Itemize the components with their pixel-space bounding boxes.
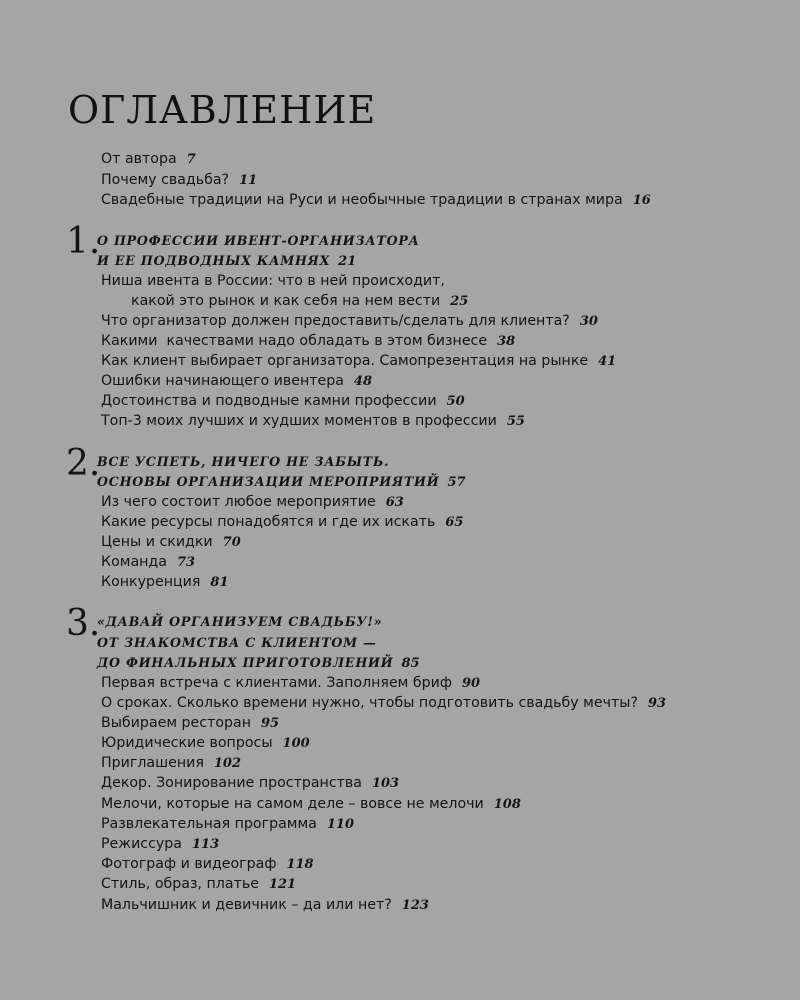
toc-entry[interactable] [101,351,616,372]
toc-entry[interactable] [101,170,257,191]
toc-entry-text: Ниша ивента в России: что в ней происходит, [101,273,445,289]
toc-entry[interactable] [101,673,480,694]
toc-page-number: 30 [579,314,598,329]
toc-page-number: 90 [462,676,481,691]
toc-entry[interactable] [101,311,598,332]
toc-page-number: 65 [445,515,464,530]
toc-entry-text: Почему свадьба? [101,172,230,188]
chapter-title-line[interactable] [97,653,420,674]
toc-entry-text: Ошибки начинающего ивентера [101,373,344,389]
toc-entry[interactable] [101,733,310,754]
chapter-title-text: ОСНОВЫ ОРГАНИЗАЦИИ МЕРОПРИЯТИЙ [97,474,440,489]
toc-entry[interactable] [101,572,229,593]
toc-entry-text: Как клиент выбирает организатора. Самопрезентация на рынке [101,353,589,369]
toc-entry-text: Юридические вопросы [101,735,273,751]
toc-page-number: 123 [401,898,429,913]
toc-page-number: 48 [353,374,373,389]
toc-entry-text: От автора [101,151,177,167]
chapter-title-line[interactable]: ВСЕ УСПЕТЬ, НИЧЕГО НЕ ЗАБЫТЬ. [97,454,390,469]
toc-entry[interactable] [101,854,314,875]
toc-entry[interactable] [101,512,463,533]
chapter-number: 2. [66,443,101,484]
toc-entry[interactable] [101,391,465,412]
chapter-title-text: И ЕЕ ПОДВОДНЫХ КАМНЯХ [97,253,331,268]
toc-page-number: 11 [239,173,258,188]
toc-entry-text: Мальчишник и девичник – да или нет? [101,897,392,913]
toc-entry[interactable] [101,411,525,432]
toc-entry[interactable] [101,331,515,352]
toc-entry[interactable] [101,492,404,513]
toc-entry-text: Из чего состоит любое мероприятие [101,494,376,510]
toc-entry-text: Что организатор должен предоставить/сделать для клиента? [101,313,570,329]
toc-entry-text: Приглашения [101,755,204,771]
toc-page-number: 113 [191,837,220,852]
toc-page-number: 73 [176,555,196,570]
chapter-page-number: 85 [401,656,420,671]
toc-page-number: 81 [210,575,229,590]
toc-page-number: 41 [598,354,617,369]
toc-page-number: 110 [326,817,355,832]
toc-entry[interactable] [131,291,468,312]
chapter-title-line[interactable] [97,472,466,493]
toc-entry-text: О сроках. Сколько времени нужно, чтобы подготовить свадьбу мечты? [101,695,638,711]
chapter-number: 3. [66,603,101,644]
chapter-page-number: 57 [447,475,466,490]
toc-entry-text: Выбираем ресторан [101,715,252,731]
toc-entry[interactable] [101,371,372,392]
chapter-title-line[interactable]: «ДАВАЙ ОРГАНИЗУЕМ СВАДЬБУ!» [97,614,383,629]
toc-page-number: 63 [385,495,404,510]
toc-entry[interactable] [101,794,521,815]
toc-entry[interactable] [101,271,445,291]
toc-entry[interactable] [101,552,195,573]
toc-page-number: 16 [632,193,651,208]
toc-entry-text: Какие ресурсы понадобятся и где их искать [101,514,436,530]
toc-entry-text: Фотограф и видеограф [101,856,277,872]
toc-page-number: 118 [286,857,314,872]
toc-entry[interactable] [101,834,219,855]
toc-page-number: 103 [371,776,400,791]
chapter-title-line[interactable]: ОТ ЗНАКОМСТВА С КЛИЕНТОМ — [97,635,377,650]
chapter-title-line[interactable]: О ПРОФЕССИИ ИВЕНТ-ОРГАНИЗАТОРА [97,233,420,248]
page-title: ОГЛАВЛЕНИЕ [68,88,377,132]
toc-entry-text: какой это рынок и как себя на нем вести [131,293,441,309]
toc-entry-text: Достоинства и подводные камни профессии [101,393,437,409]
chapter-page-number: 21 [338,254,357,269]
toc-entry[interactable] [101,753,241,774]
toc-entry-text: Стиль, образ, платье [101,876,259,892]
toc-page-number: 25 [450,294,469,309]
toc-entry-text: Первая встреча с клиентами. Заполняем бриф [101,675,452,691]
chapter-title-text: ДО ФИНАЛЬНЫХ ПРИГОТОВЛЕНИЙ [97,655,394,670]
chapter-number: 1. [66,221,101,262]
toc-entry[interactable] [101,693,666,714]
toc-page-number: 108 [493,797,521,812]
toc-entry[interactable] [101,773,399,794]
toc-page-number: 7 [186,152,196,167]
toc-entry[interactable] [101,874,296,895]
toc-entry-text: Цены и скидки [101,534,213,550]
toc-entry[interactable] [101,190,651,211]
toc-entry-text: Конкуренция [101,574,201,590]
toc-page-number: 100 [282,736,310,751]
toc-page-number: 50 [446,394,465,409]
toc-entry-text: Декор. Зонирование пространства [101,775,362,791]
toc-entry[interactable] [101,713,279,734]
chapter-title-line[interactable] [97,251,356,272]
toc-page-number: 121 [268,877,297,892]
toc-entry-text: Развлекательная программа [101,816,317,832]
toc-page-number: 102 [213,756,241,771]
toc-page-number: 70 [222,535,241,550]
toc-entry[interactable] [101,814,354,835]
toc-entry-text: Режиссура [101,836,182,852]
toc-entry-text: Свадебные традиции на Руси и необычные традиции в странах мира [101,192,623,208]
toc-entry[interactable] [101,895,429,916]
toc-entry-text: Топ-3 моих лучших и худших моментов в профессии [101,413,497,429]
toc-page-number: 95 [261,716,280,731]
toc-entry[interactable] [101,149,196,170]
toc-page-number: 93 [648,696,667,711]
toc-entry-text: Команда [101,554,167,570]
toc-entry-text: Какими качествами надо обладать в этом бизнесе [101,333,488,349]
toc-page-number: 38 [497,334,516,349]
toc-entry-text: Мелочи, которые на самом деле – вовсе не мелочи [101,796,484,812]
toc-entry[interactable] [101,532,241,553]
toc-page-number: 55 [506,414,525,429]
